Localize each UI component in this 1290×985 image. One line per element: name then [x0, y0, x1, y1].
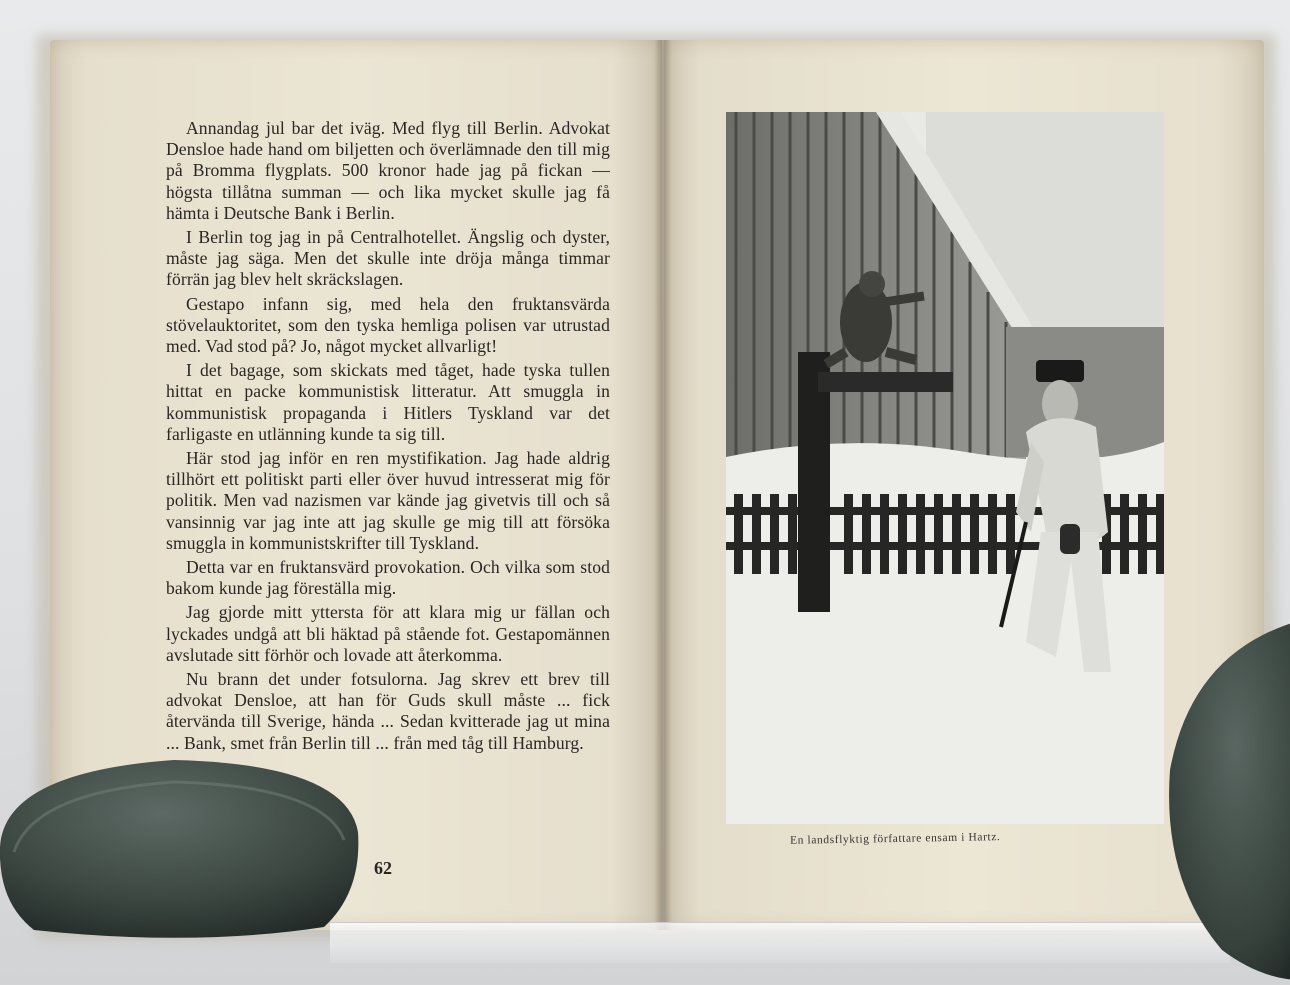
- left-page-text: [166, 118, 610, 757]
- paragraph: Gestapo infann sig, med hela den fruktansvärda stövelauktoritet, som den tyska hemliga polisen var utrustad med. Vad stod på? Jo, något mycket allvarligt!: [166, 293, 610, 357]
- acrylic-stand: [330, 922, 1230, 963]
- paragraph: Annandag jul bar det iväg. Med flyg till Berlin. Advokat Densloe hade hand om biljetten och överlämnade den till mig på Bromma flygplats. 500 kronor hade jag på fickan — högsta tillåtna summan — och lika mycket skulle jag få hämta i Deutsche Bank i Berlin.: [166, 118, 610, 223]
- page-number: 62: [374, 858, 392, 878]
- left-book-weight: [0, 752, 366, 942]
- book-gutter: [654, 40, 672, 930]
- paragraph: Här stod jag inför en ren mystifikation. Jag hade aldrig tillhört ett politiskt parti eller över huvud intresserat mig för politik. Men vad nazismen var kände jag givetvis till och så vansinnig var jag inte att jag skulle ge mig till att försöka smuggla in kommunistskrifter till Tyskland.: [166, 448, 610, 553]
- photograph-man-in-snow: [726, 112, 1164, 824]
- paragraph: Detta var en fruktansvärd provokation. Och vilka som stod bakom kunde jag föreställa mig.: [166, 557, 610, 599]
- weight-shape: [0, 752, 366, 942]
- paragraph: Jag gjorde mitt yttersta för att klara mig ur fällan och lyckades undgå att bli häktad på stående fot. Gestapomännen avslutade sitt förhör och lovade att återkomma.: [166, 602, 610, 665]
- weight-shape: [1162, 620, 1290, 980]
- paragraph: I det bagage, som skickats med tåget, hade tyska tullen hittat en packe kommunistisk litteratur. Att smuggla in kommunistisk propaganda i Hitlers Tyskland var det farligaste en utlänning kunde ta sig till.: [166, 360, 610, 444]
- photo-caption: En landsflyktig författare ensam i Hartz.: [789, 831, 1001, 847]
- paragraph: Nu brann det under fotsulorna. Jag skrev ett brev till advokat Densloe, att han för Guds skull måste ... fick återvända till Sverige, hända ... Sedan kvitterade jag ut mina ... Bank, smet från Berlin till ... från med tåg till Hamburg.: [166, 669, 610, 753]
- paragraph: I Berlin tog jag in på Centralhotellet. Ängslig och dyster, måste jag säga. Men det skulle inte dröja många timmar förrän jag blev helt skräckslagen.: [166, 227, 610, 290]
- photo-illustration: [726, 112, 1164, 824]
- right-book-weight: [1162, 620, 1290, 980]
